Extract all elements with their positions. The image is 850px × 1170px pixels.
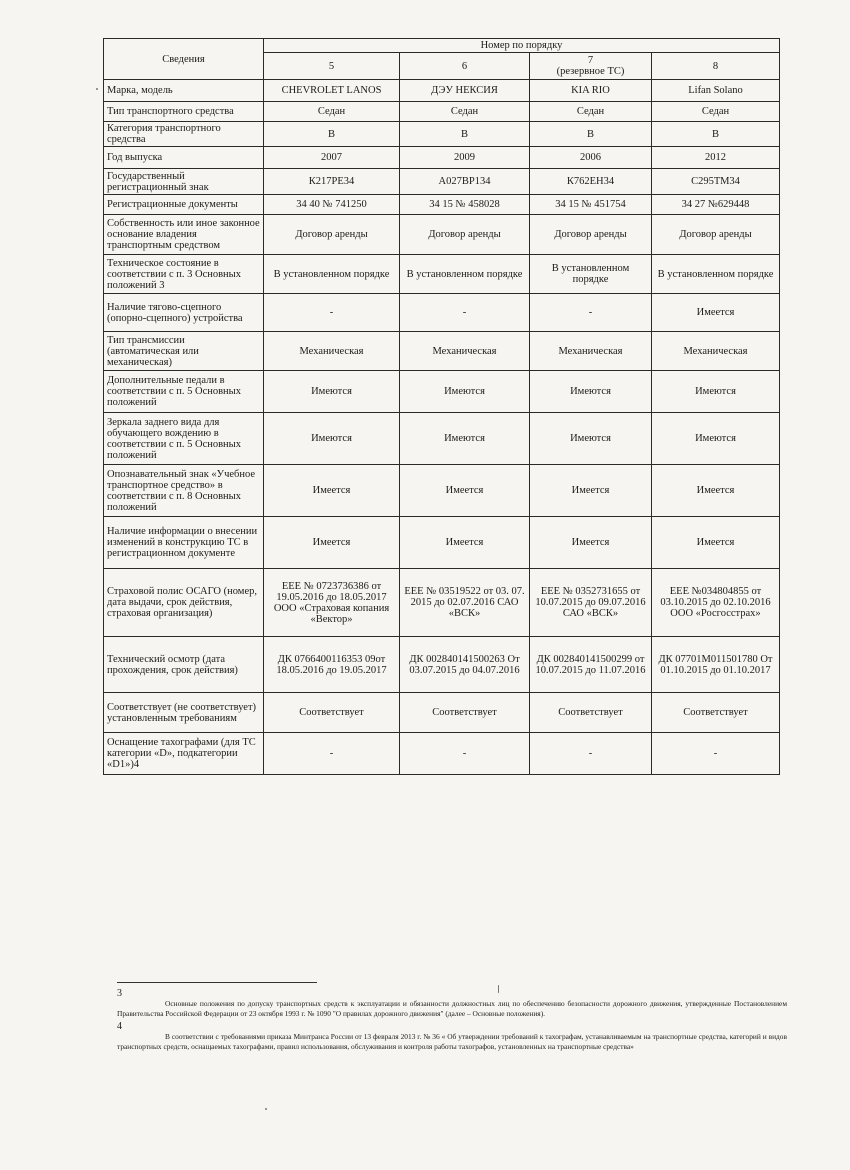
footnote-mark: 4	[117, 1021, 122, 1032]
row-value: Lifan Solano	[652, 80, 780, 102]
column-number: 8	[712, 60, 719, 72]
row-value: Соответствует	[652, 693, 780, 733]
footnote-text: В соответствии с требованиями приказа Минтранса России от 13 февраля 2013 г. № 36 « Об утверждении требований к тахографам, устанавливаемым на транспортные средства, категорий и видов транспортных средств, оснащаемых тахографами, правил использования, обслуживания и контроля работы тахографов, установленных на транспортные средства»	[117, 1032, 787, 1051]
table-row	[104, 147, 780, 169]
table-row	[104, 215, 780, 255]
row-value: Механическая	[264, 332, 400, 371]
row-value: К217РЕ34	[264, 169, 400, 195]
row-value: Соответствует	[530, 693, 652, 733]
row-label: Наличие тягово-сцепного (опорно-сцепного) устройства	[104, 294, 264, 332]
row-value: 2007	[264, 147, 400, 169]
row-value: Имеются	[652, 413, 780, 465]
row-value: ДЭУ НЕКСИЯ	[400, 80, 530, 102]
row-value: К762ЕН34	[530, 169, 652, 195]
row-value: Седан	[652, 102, 780, 122]
column-number: 6	[461, 60, 468, 72]
row-value: Имеется	[652, 294, 780, 332]
column-number-6	[400, 53, 530, 80]
row-value: -	[264, 733, 400, 775]
row-value: Договор аренды	[530, 215, 652, 255]
row-value: Седан	[264, 102, 400, 122]
row-value: 34 40 № 741250	[264, 195, 400, 215]
row-value: ДК 002840141500263 От 03.07.2015 до 04.07.2016	[400, 637, 530, 693]
row-value: -	[400, 733, 530, 775]
footnote-4	[117, 1022, 787, 1052]
row-label: Техническое состояние в соответствии с п. 3 Основных положений 3	[104, 255, 264, 294]
row-value: В установленном порядке	[652, 255, 780, 294]
table-row	[104, 637, 780, 693]
row-value: -	[652, 733, 780, 775]
row-label: Оснащение тахографами (для ТС категории «D», подкатегории «D1»)4	[104, 733, 264, 775]
row-value: В установленном порядке	[400, 255, 530, 294]
header-label-cell: Сведения	[104, 39, 264, 80]
table-row	[104, 294, 780, 332]
column-number-5	[264, 53, 400, 80]
row-label: Технический осмотр (дата прохождения, срок действия)	[104, 637, 264, 693]
row-value: Имеются	[652, 371, 780, 413]
footnote-divider	[117, 982, 317, 983]
column-number-8	[652, 53, 780, 80]
scan-speck	[96, 88, 98, 90]
table-row	[104, 80, 780, 102]
footnote-text: Основные положения по допуску транспортных средств к эксплуатации и обязанности должностных лиц по обеспечению безопасности дорожного движения, утвержденные Постановлением Правительства Российской Федерации от 23 октября 1993 г. № 1090 "О правилах дорожного движения" (далее – Основные положения).	[117, 999, 787, 1018]
table-row	[104, 102, 780, 122]
column-note: (резервное ТС)	[556, 66, 625, 77]
row-value: -	[400, 294, 530, 332]
row-value: 34 15 № 458028	[400, 195, 530, 215]
row-value: Имеется	[400, 517, 530, 569]
row-label: Страховой полис ОСАГО (номер, дата выдачи, срок действия, страховая организация)	[104, 569, 264, 637]
column-number: 5	[328, 60, 335, 72]
scan-speck	[498, 985, 499, 993]
row-value: Имеются	[264, 371, 400, 413]
row-label: Наличие информации о внесении изменений в конструкцию ТС в регистрационном документе	[104, 517, 264, 569]
row-value: В установленном порядке	[264, 255, 400, 294]
row-label: Государственный регистрационный знак	[104, 169, 264, 195]
footnote-3	[117, 989, 787, 1019]
row-value: Имеется	[400, 465, 530, 517]
row-value: Механическая	[530, 332, 652, 371]
row-value: -	[264, 294, 400, 332]
row-value: Седан	[400, 102, 530, 122]
row-label: Регистрационные документы	[104, 195, 264, 215]
table-row	[104, 255, 780, 294]
row-label: Соответствует (не соответствует) установленным требованиям	[104, 693, 264, 733]
row-value: Имеется	[652, 517, 780, 569]
table-row	[104, 122, 780, 147]
column-number: 7	[587, 55, 594, 66]
table-header-row	[104, 39, 780, 53]
table-row	[104, 332, 780, 371]
row-value: Имеются	[530, 371, 652, 413]
row-value: Договор аренды	[264, 215, 400, 255]
row-value: В	[400, 122, 530, 147]
row-value: Имеются	[400, 371, 530, 413]
row-value: В	[530, 122, 652, 147]
row-value: Договор аренды	[652, 215, 780, 255]
row-value: А027ВР134	[400, 169, 530, 195]
row-label: Тип трансмиссии (автоматическая или механическая)	[104, 332, 264, 371]
row-value: Имеется	[530, 465, 652, 517]
row-value: 34 27 №629448	[652, 195, 780, 215]
table-row	[104, 693, 780, 733]
row-label: Опознавательный знак «Учебное транспортное средство» в соответствии с п. 8 Основных положений	[104, 465, 264, 517]
row-value: Имеются	[264, 413, 400, 465]
row-value: ДК 0766400116353 09от 18.05.2016 до 19.05.2017	[264, 637, 400, 693]
row-label: Марка, модель	[104, 80, 264, 102]
row-value: ДК 002840141500299 от 10.07.2015 до 11.07.2016	[530, 637, 652, 693]
row-label: Зеркала заднего вида для обучающего вождению в соответствии с п. 5 Основных положений	[104, 413, 264, 465]
footnotes	[117, 982, 787, 1055]
row-label: Тип транспортного средства	[104, 102, 264, 122]
table-row	[104, 413, 780, 465]
row-value: Соответствует	[264, 693, 400, 733]
row-value: Имеются	[400, 413, 530, 465]
row-value: ЕЕЕ № 03519522 от 03. 07. 2015 до 02.07.2016 САО «ВСК»	[400, 569, 530, 637]
row-value: В	[652, 122, 780, 147]
row-value: Соответствует	[400, 693, 530, 733]
table-row	[104, 733, 780, 775]
table-row	[104, 569, 780, 637]
row-value: 2012	[652, 147, 780, 169]
header-group-cell: Номер по порядку	[264, 39, 780, 53]
row-value: Седан	[530, 102, 652, 122]
scan-speck	[265, 1108, 267, 1110]
row-value: 2009	[400, 147, 530, 169]
row-label: Дополнительные педали в соответствии с п. 5 Основных положений	[104, 371, 264, 413]
row-value: С295ТМ34	[652, 169, 780, 195]
row-value: Механическая	[400, 332, 530, 371]
column-number-7	[530, 53, 652, 80]
row-value: Имеется	[264, 517, 400, 569]
table-row	[104, 517, 780, 569]
row-value: CHEVROLET LANOS	[264, 80, 400, 102]
vehicle-info-table	[103, 38, 780, 775]
row-label: Год выпуска	[104, 147, 264, 169]
row-value: ЕЕЕ № 0352731655 от 10.07.2015 до 09.07.2016 САО «ВСК»	[530, 569, 652, 637]
row-value: Механическая	[652, 332, 780, 371]
row-value: ДК 07701М011501780 От 01.10.2015 до 01.10.2017	[652, 637, 780, 693]
row-value: 2006	[530, 147, 652, 169]
row-value: В	[264, 122, 400, 147]
table-row	[104, 195, 780, 215]
row-value: Имеется	[652, 465, 780, 517]
row-value: Имеется	[530, 517, 652, 569]
row-value: KIA RIO	[530, 80, 652, 102]
row-label: Собственность или иное законное основание владения транспортным средством	[104, 215, 264, 255]
row-value: Имеется	[264, 465, 400, 517]
row-value: -	[530, 294, 652, 332]
table-row	[104, 169, 780, 195]
row-value: Договор аренды	[400, 215, 530, 255]
row-value: Имеются	[530, 413, 652, 465]
row-label: Категория транспортного средства	[104, 122, 264, 147]
row-value: -	[530, 733, 652, 775]
row-value: 34 15 № 451754	[530, 195, 652, 215]
table-row	[104, 465, 780, 517]
row-value: ЕЕЕ №034804855 от 03.10.2015 до 02.10.2016 ООО «Росгосстрах»	[652, 569, 780, 637]
table-row	[104, 371, 780, 413]
row-value: ЕЕЕ № 0723736386 от 19.05.2016 до 18.05.2017 ООО «Страховая копания «Вектор»	[264, 569, 400, 637]
footnote-mark: 3	[117, 988, 122, 999]
row-value: В установленном порядке	[530, 255, 652, 294]
